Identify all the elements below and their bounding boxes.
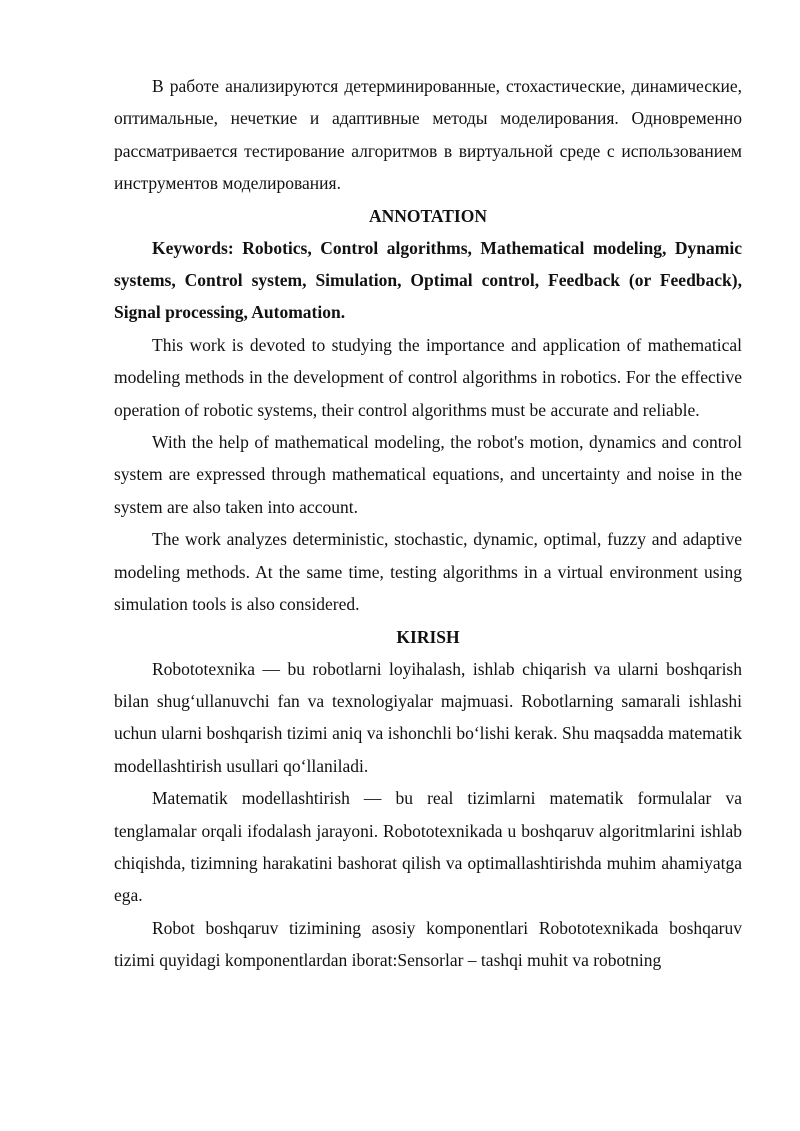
intro-paragraph-1: Robototexnika — bu robotlarni loyihalash, ishlab chiqarish va ularni boshqarish bilan shug‘ullanuvchi fan va texnologiyalar majmuasi. Robotlarning samarali ishlashi uchun ularni boshqarish tizimi aniq va ishonchli bo‘lishi kerak. Shu maqsadda matematik modellashtirish usullari qo‘llaniladi. [114, 658, 742, 776]
keywords-paragraph: Keywords: Robotics, Control algorithms, Mathematical modeling, Dynamic systems, Control system, Simulation, Optimal control, Feedback (or Feedback), Signal processing, Automation. [114, 237, 742, 323]
intro-paragraph-2: Matematik modellashtirish — bu real tizimlarni matematik formulalar va tenglamalar orqali ifodalash jarayoni. Robototexnikada u boshqaruv algoritmlarini ishlab chiqishda, tizimning harakatini bashorat qilish va optimallashtirishda muhim ahamiyatga ega. [114, 788, 742, 906]
russian-abstract-paragraph: В работе анализируются детерминированные, стохастические, динамические, оптимальные, нечеткие и адаптивные методы моделирования. Одновременно рассматривается тестирование алгоритмов в виртуальной среде с использованием инструментов моделирования. [114, 76, 742, 194]
annotation-paragraph-2: With the help of mathematical modeling, the robot's motion, dynamics and control system are expressed through mathematical equations, and uncertainty and noise in the system are also taken into account. [114, 432, 742, 517]
document-page [114, 70, 742, 977]
annotation-paragraph-3: The work analyzes deterministic, stochastic, dynamic, optimal, fuzzy and adaptive modeling methods. At the same time, testing algorithms in a virtual environment using simulation tools is also considered. [114, 529, 742, 615]
annotation-heading: ANNOTATION [369, 205, 487, 226]
kirish-heading: KIRISH [396, 626, 460, 647]
annotation-paragraph-1: This work is devoted to studying the importance and application of mathematical modeling methods in the development of control algorithms in robotics. For the effective operation of robotic systems, their control algorithms must be accurate and reliable. [114, 334, 742, 420]
intro-paragraph-3: Robot boshqaruv tizimining asosiy komponentlari Robototexnikada boshqaruv tizimi quyidagi komponentlardan iborat:Sensorlar – tashqi muhit va robotning [114, 917, 742, 971]
